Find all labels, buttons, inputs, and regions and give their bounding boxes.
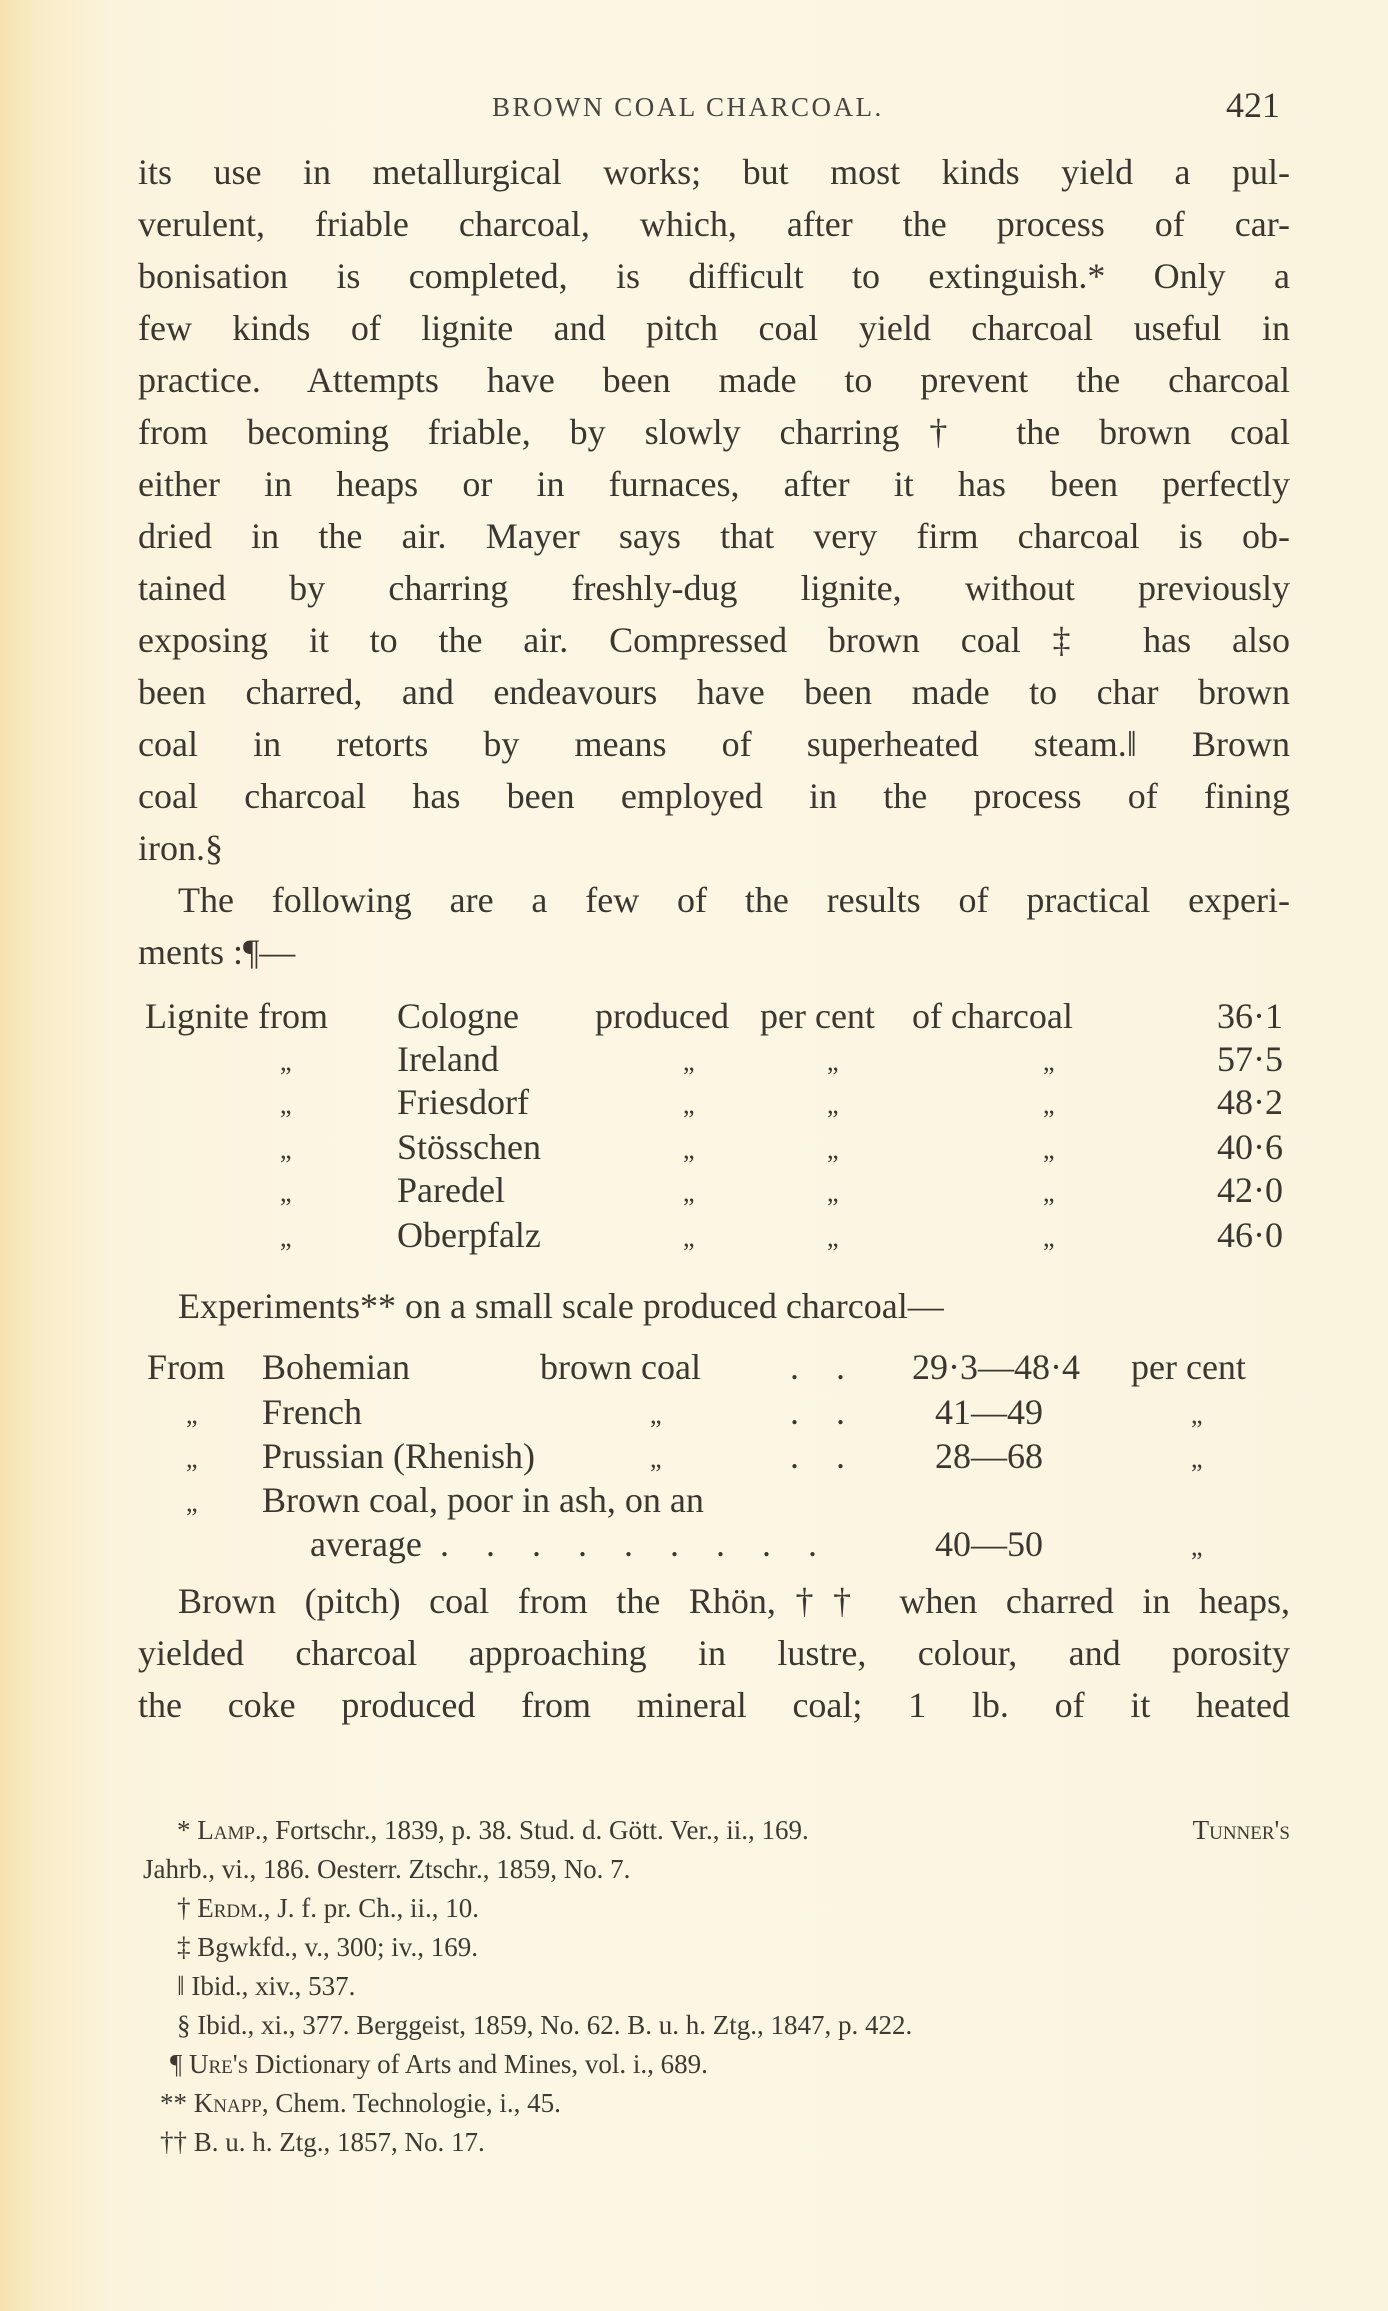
text-line: yielded charcoal approaching in lustre, colour, and porosity xyxy=(138,1633,1290,1673)
ditto-mark: „ xyxy=(683,1047,695,1076)
text-line: bonisation is completed, is difficult to extinguish.* Only a xyxy=(138,256,1290,296)
dot-leader: . . xyxy=(790,1436,859,1476)
footnote-1-main xyxy=(177,1812,809,1848)
text-line: its use in metallurgical works; but most kinds yield a pul- xyxy=(138,152,1290,192)
table-cell-col2: produced xyxy=(595,996,729,1036)
table-cell-value: 36·1 xyxy=(1217,996,1283,1036)
footnote-author: Tunner's xyxy=(1192,1815,1290,1845)
ditto-mark: „ xyxy=(827,1090,839,1119)
text-line: tained by charring freshly-dug lignite, without previously xyxy=(138,568,1290,608)
footnote-3 xyxy=(177,1929,478,1965)
footnote-1-continuation: Jahrb., vi., 186. Oesterr. Ztschr., 1859, No. 7. xyxy=(143,1854,631,1884)
footnote-2 xyxy=(177,1890,479,1926)
footnote-text: Dictionary of Arts and Mines, vol. i., 689. xyxy=(248,2049,708,2079)
table-cell-value: 48·2 xyxy=(1217,1082,1283,1122)
text-line: the coke produced from mineral coal; 1 lb. of it heated xyxy=(138,1685,1290,1725)
experiments-intro: Experiments** on a small scale produced charcoal— xyxy=(178,1286,944,1326)
table-cell-place: Stösschen xyxy=(397,1127,541,1167)
footnote-text: Bgwkfd., v., 300; iv., 169. xyxy=(197,1932,478,1962)
ditto-mark: „ xyxy=(683,1178,695,1207)
ditto-mark: „ xyxy=(280,1223,292,1252)
ditto-mark: „ xyxy=(280,1178,292,1207)
table-cell-kind: brown coal xyxy=(540,1347,701,1387)
table-cell-source: Brown coal, poor in ash, on an xyxy=(262,1480,704,1520)
table-cell-value: 40·6 xyxy=(1217,1127,1283,1167)
ditto-mark: „ xyxy=(1191,1400,1203,1429)
table-cell-source: French xyxy=(262,1392,362,1432)
footnote-mark: * xyxy=(177,1815,191,1845)
ditto-mark: „ xyxy=(683,1223,695,1252)
text-line: coal in retorts by means of superheated steam.‖ Brown xyxy=(138,724,1290,764)
table-cell-value: 57·5 xyxy=(1217,1039,1283,1079)
footnote-5 xyxy=(177,2007,912,2043)
footnote-4 xyxy=(177,1968,355,2004)
text-line: coal charcoal has been employed in the process of fining xyxy=(138,776,1290,816)
table-cell-place: Friesdorf xyxy=(397,1082,529,1122)
text-line: ments :¶— xyxy=(138,932,296,972)
footnote-8 xyxy=(160,2124,485,2160)
text-line: few kinds of lignite and pitch coal yield charcoal useful in xyxy=(138,308,1290,348)
footnote-text: , Fortschr., 1839, p. 38. Stud. d. Gött. Ver., ii., 169. xyxy=(261,1815,809,1845)
ditto-mark: „ xyxy=(1191,1532,1203,1561)
ditto-mark: „ xyxy=(827,1223,839,1252)
ditto-mark: „ xyxy=(683,1135,695,1164)
ditto-mark: „ xyxy=(1043,1223,1055,1252)
ditto-mark: „ xyxy=(1043,1047,1055,1076)
dot-leader: . . xyxy=(790,1347,859,1387)
table-cell-place: Oberpfalz xyxy=(397,1215,541,1255)
footnote-mark: †† xyxy=(160,2127,187,2157)
ditto-mark: „ xyxy=(650,1400,662,1429)
table-cell-prefix: From xyxy=(147,1347,226,1387)
footnote-6 xyxy=(170,2046,708,2082)
footnote-mark: † xyxy=(177,1893,191,1923)
footnote-mark: ‖ xyxy=(177,1971,185,2001)
footnote-mark: § xyxy=(177,2010,191,2040)
ditto-mark: „ xyxy=(827,1047,839,1076)
footnote-text: Ibid., xiv., 537. xyxy=(191,1971,356,2001)
footnote-text: B. u. h. Ztg., 1857, No. 17. xyxy=(193,2127,485,2157)
footnote-mark: ** xyxy=(160,2088,187,2118)
running-title: BROWN COAL CHARCOAL. xyxy=(492,92,884,122)
table-cell-col4: of charcoal xyxy=(912,996,1073,1036)
table-cell-range: 28—68 xyxy=(935,1436,1043,1476)
ditto-mark: „ xyxy=(1191,1444,1203,1473)
text-line: iron.§ xyxy=(138,828,223,868)
ditto-mark: „ xyxy=(280,1135,292,1164)
footnote-author: Lamp. xyxy=(197,1815,262,1845)
ditto-mark: „ xyxy=(280,1090,292,1119)
text-line: Brown (pitch) coal from the Rhön,†† when charred in heaps, xyxy=(178,1581,1290,1621)
ditto-mark: „ xyxy=(280,1047,292,1076)
table-cell-value: 42·0 xyxy=(1217,1170,1283,1210)
text-line: been charred, and endeavours have been made to char brown xyxy=(138,672,1290,712)
table-cell-source: Prussian (Rhenish) xyxy=(262,1436,535,1476)
table-cell-range: 40—50 xyxy=(935,1524,1043,1564)
footnote-text: , J. f. pr. Ch., ii., 10. xyxy=(263,1893,480,1923)
ditto-mark: „ xyxy=(1043,1178,1055,1207)
table-cell-place: Paredel xyxy=(397,1170,505,1210)
ditto-mark: „ xyxy=(650,1444,662,1473)
dot-leader: . . xyxy=(790,1392,859,1432)
ditto-mark: „ xyxy=(827,1135,839,1164)
table-cell-value: 46·0 xyxy=(1217,1215,1283,1255)
footnote-mark: ¶ xyxy=(170,2049,183,2079)
footnote-author: Erdm. xyxy=(197,1893,264,1923)
footnote-text: Ibid., xi., 377. Berggeist, 1859, No. 62. B. u. h. Ztg., 1847, p. 422. xyxy=(197,2010,913,2040)
footnote-7 xyxy=(160,2085,561,2121)
dot-leader: . . . . . . . . . xyxy=(440,1524,831,1564)
text-line: dried in the air. Mayer says that very firm charcoal is ob- xyxy=(138,516,1290,556)
footnote-author: Knapp xyxy=(193,2088,262,2118)
table-cell-col3: per cent xyxy=(760,996,875,1036)
text-line: verulent, friable charcoal, which, after the process of car- xyxy=(138,204,1290,244)
table-cell-place: Ireland xyxy=(397,1039,499,1079)
footnote-1 xyxy=(177,1812,1290,1848)
text-line: The following are a few of the results of practical experi- xyxy=(178,880,1290,920)
table-cell-range: 41—49 xyxy=(935,1392,1043,1432)
text-line: from becoming friable, by slowly charring† the brown coal xyxy=(138,412,1290,452)
ditto-mark: „ xyxy=(186,1400,198,1429)
table-cell-place: Cologne xyxy=(397,996,519,1036)
text-line: exposing it to the air. Compressed brown coal‡ has also xyxy=(138,620,1290,660)
footnote-author: Ure's xyxy=(188,2049,249,2079)
text-line: either in heaps or in furnaces, after it has been perfectly xyxy=(138,464,1290,504)
table-cell-unit: per cent xyxy=(1131,1347,1246,1387)
ditto-mark: „ xyxy=(1043,1135,1055,1164)
ditto-mark: „ xyxy=(186,1444,198,1473)
table-cell-range: 29·3—48·4 xyxy=(912,1347,1080,1387)
ditto-mark: „ xyxy=(827,1178,839,1207)
text-line: practice. Attempts have been made to prevent the charcoal xyxy=(138,360,1290,400)
ditto-mark: „ xyxy=(683,1090,695,1119)
footnote-text: , Chem. Technologie, i., 45. xyxy=(261,2088,561,2118)
table-cell-source: Bohemian xyxy=(262,1347,410,1387)
ditto-mark: „ xyxy=(186,1488,198,1517)
footnote-mark: ‡ xyxy=(177,1932,191,1962)
table-cell-source: average xyxy=(310,1524,422,1564)
page-number: 421 xyxy=(1226,85,1280,125)
table-cell-prefix: Lignite from xyxy=(145,996,328,1036)
ditto-mark: „ xyxy=(1043,1090,1055,1119)
